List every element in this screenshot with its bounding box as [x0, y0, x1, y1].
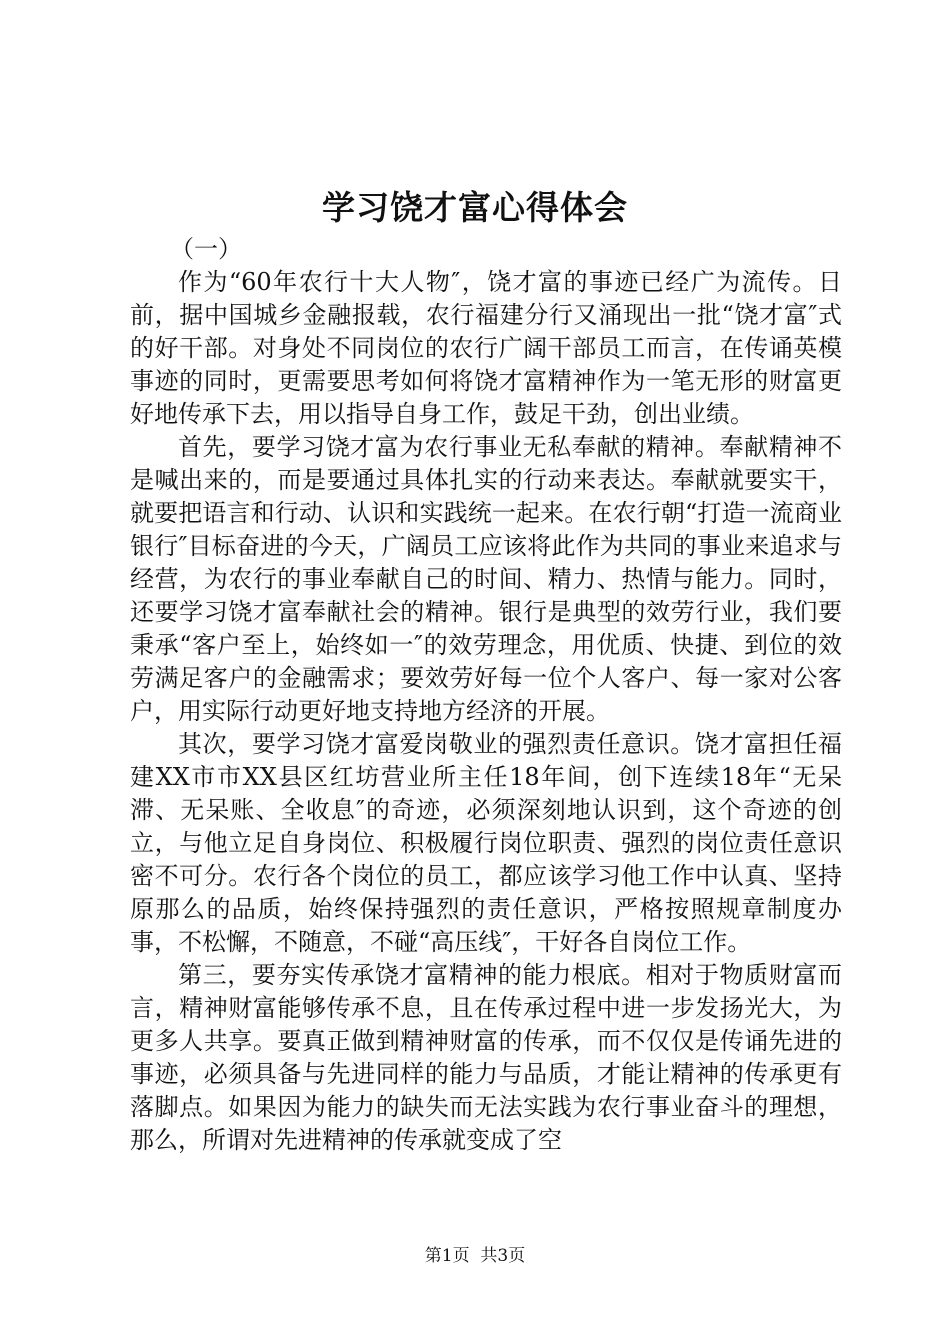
document-title: 学习饶才富心得体会	[322, 188, 628, 227]
paragraph-2: 首先，要学习饶才富为农行事业无私奉献的精神。奉献精神不是喊出来的，而是要通过具体扎实的行动来表达。奉献就要实干，就要把语言和行动、认识和实践统一起来。在农行朝“打造一流商业银行″目标奋进的今天，广阔员工应该将此作为共同的事业来追求与经营，为农行的事业奉献自己的时间、精力、热情与能力。同时，还要学习饶才富奉献社会的精神。银行是典型的效劳行业，我们要秉承“客户至上，始终如一″的效劳理念，用优质、快捷、到位的效劳满足客户的金融需求；要效劳好每一位个人客户、每一家对公客户，用实际行动更好地支持地方经济的开展。	[130, 433, 842, 725]
document-body	[130, 233, 842, 1157]
page-footer	[0, 1244, 950, 1268]
page-number: 第1页 共3页	[424, 1246, 526, 1266]
paragraph-1: 作为“60年农行十大人物″，饶才富的事迹已经广为流传。日前，据中国城乡金融报载，农行福建分行又涌现出一批“饶才富″式的好干部。对身处不同岗位的农行广阔干部员工而言，在传诵英模事迹的同时，更需要思考如何将饶才富精神作为一笔无形的财富更好地传承下去，用以指导自身工作，鼓足干劲，创出业绩。	[130, 268, 842, 428]
section-mark: （一）	[170, 235, 242, 263]
paragraph-4: 第三，要夯实传承饶才富精神的能力根底。相对于物质财富而言，精神财富能够传承不息，且在传承过程中进一步发扬光大，为更多人共享。要真正做到精神财富的传承，而不仅仅是传诵先进的事迹，必须具备与先进同样的能力与品质，才能让精神的传承更有落脚点。如果因为能力的缺失而无法实践为农行事业奋斗的理想，那么，所谓对先进精神的传承就变成了空	[130, 961, 842, 1154]
paragraph-3: 其次，要学习饶才富爱岗敬业的强烈责任意识。饶才富担任福建XX市市XX县区红坊营业所主任18年间，创下连续18年“无呆滞、无呆账、全收息″的奇迹，必须深刻地认识到，这个奇迹的创立，与他立足自身岗位、积极履行岗位职责、强烈的岗位责任意识密不可分。农行各个岗位的员工，都应该学习他工作中认真、坚持原那么的品质，始终保持强烈的责任意识，严格按照规章制度办事，不松懈，不随意，不碰“高压线″，干好各自岗位工作。	[130, 730, 842, 956]
